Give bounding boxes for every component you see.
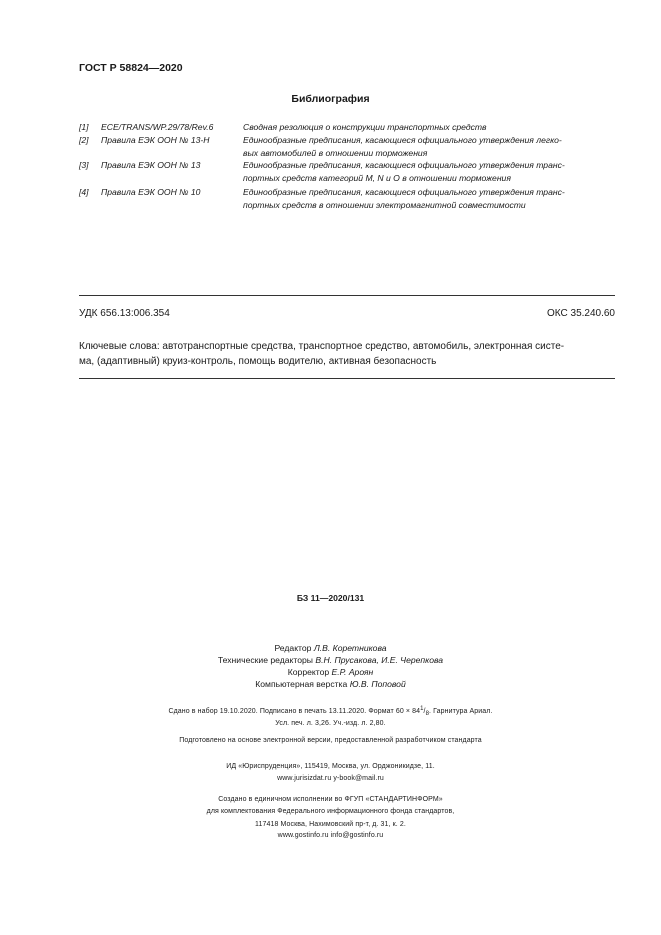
keywords-line-2: ма, (адаптивный) круиз-контроль, помощь водителю, активная безопасность	[79, 356, 437, 367]
bib-entry-2-source: Правила ЕЭК ООН № 13-H	[101, 135, 210, 145]
bibliography-title: Библиография	[291, 93, 370, 105]
staff-corrector	[0, 667, 661, 677]
top-rule	[79, 295, 615, 296]
imprint-typeface: . Гарнитура Ариал.	[429, 708, 493, 715]
bib-entry-1-desc-line: Сводная резолюция о конструкции транспортных средств	[243, 122, 487, 132]
bib-entry-2-description	[243, 134, 623, 160]
bib-entry-1-description	[243, 121, 623, 134]
layout-name: Ю.В. Поповой	[349, 679, 406, 689]
corrector-label: Корректор	[287, 667, 330, 677]
format-superscript: 1	[420, 706, 424, 712]
editor-name: Л.В. Коретникова	[313, 643, 387, 653]
bib-entry-3-number: [3]	[79, 160, 89, 170]
bib-entry-4-desc-line: Единообразные предписания, касающиеся официального утверждения транс-	[243, 187, 565, 197]
created-by: Создано в единичном исполнении во ФГУП «СТАНДАРТИНФОРМ»	[218, 796, 443, 803]
bib-entry-3-desc-line: портных средств категорий M, N и O в отношении торможения	[243, 173, 511, 183]
bib-entry-4-description	[243, 186, 623, 212]
imprint-dates: Сдано в набор 19.10.2020. Подписано в печать 13.11.2020. Формат 60 × 84	[168, 708, 421, 715]
bib-entry-3-desc-line: Единообразные предписания, касающиеся официального утверждения транс-	[243, 160, 565, 170]
bib-entry-1-source: ECE/TRANS/WP.29/78/Rev.6	[101, 122, 214, 132]
staff-tech-editors	[0, 655, 661, 665]
corrector-name: Е.Р. Ароян	[331, 667, 374, 677]
bib-entry-3-source: Правила ЕЭК ООН № 13	[101, 160, 201, 170]
fund-purpose: для комплектования Федерального информационного фонда стандартов,	[206, 808, 455, 815]
editor-label: Редактор	[274, 643, 312, 653]
bib-entry-2-desc-line: вых автомобилей в отношении торможения	[243, 148, 428, 158]
bib-entry-4-desc-line: портных средств в отношении электромагнитной совместимости	[243, 200, 526, 210]
bottom-rule	[79, 378, 615, 379]
keywords-line-1: Ключевые слова: автотранспортные средства, транспортное средство, автомобиль, электронная систе-	[79, 341, 565, 352]
imprint-sheets: Усл. печ. л. 3,26. Уч.-изд. л. 2,80.	[275, 720, 386, 727]
publisher-contacts: www.jurisizdat.ru y-book@mail.ru	[277, 775, 384, 782]
oks-code: ОКС 35.240.60	[547, 308, 615, 319]
document-code: ГОСТ Р 58824—2020	[79, 62, 183, 74]
bib-entry-4-number: [4]	[79, 187, 89, 197]
layout-label: Компьютерная верстка	[255, 679, 348, 689]
bib-entry-3-description	[243, 159, 623, 185]
bz-number: БЗ 11—2020/131	[296, 593, 365, 603]
bib-entry-4-source: Правила ЕЭК ООН № 10	[101, 187, 201, 197]
staff-editor	[0, 643, 661, 653]
imprint-print-details	[0, 708, 661, 715]
standartinform-address: 117418 Москва, Нахимовский пр-т, д. 31, к. 2.	[255, 821, 406, 828]
bib-entry-2-desc-line: Единообразные предписания, касающиеся официального утверждения легко-	[243, 135, 562, 145]
publisher-address: ИД «Юриспруденция», 115419, Москва, ул. Орджоникидзе, 11.	[226, 763, 435, 770]
staff-layout	[0, 679, 661, 689]
keywords	[79, 339, 615, 369]
tech-editors-label: Технические редакторы	[217, 655, 313, 665]
format-subscript: 8	[425, 711, 430, 717]
standartinform-contacts: www.gostinfo.ru info@gostinfo.ru	[277, 832, 384, 839]
tech-editors-names: В.Н. Прусакова, И.Е. Черепкова	[315, 655, 444, 665]
bib-entry-1-number: [1]	[79, 122, 89, 132]
format-slash: /	[423, 708, 426, 715]
bib-entry-2-number: [2]	[79, 135, 89, 145]
udk-code: УДК 656.13:006.354	[79, 308, 170, 319]
imprint-prepared: Подготовлено на основе электронной версии, предоставленной разработчиком стандарта	[179, 737, 482, 744]
